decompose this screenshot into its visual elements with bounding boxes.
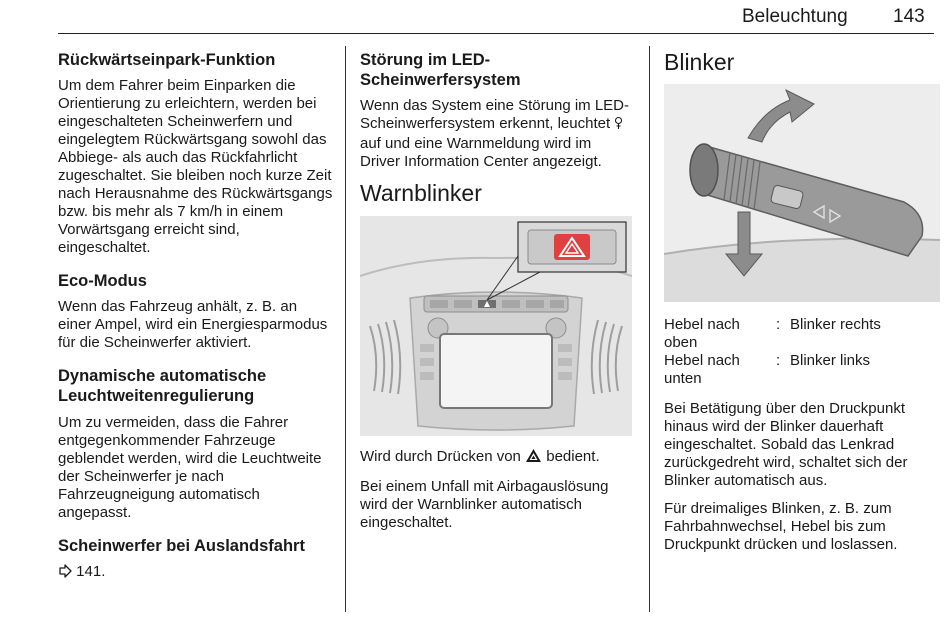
turn-signal-stalk-figure (664, 84, 940, 302)
hazard-airbag-note: Bei einem Unfall mit Airbagauslösung wird der Warnblinker automatisch eingeschaltet. (360, 477, 609, 531)
definition-separator: : (776, 352, 781, 370)
page-ref-number: 141. (76, 562, 106, 580)
column-divider-left (345, 46, 346, 612)
definition-separator: : (776, 316, 781, 334)
column-divider-right (649, 46, 650, 612)
lever-definitions (664, 316, 939, 388)
definition-value: Blinker links (790, 352, 871, 370)
section-heading-dynamic-leveling: Dynamische automatische Leuchtweitenregulierung (58, 367, 267, 406)
section-body-led-fault: Wenn das System eine Störung im LED-Scheinwerfersystem erkennt, leuchtet auf und eine Warnmeldung wird im Driver Information Center angezeigt. (360, 97, 630, 171)
running-header-section: Beleuchtung (742, 6, 848, 27)
definition-row (664, 316, 939, 352)
page-reference[interactable] (58, 563, 333, 583)
section-heading-driving-abroad: Scheinwerfer bei Auslandsfahrt (58, 536, 305, 555)
page-number: 143 (893, 6, 925, 27)
page-ref-arrow-icon (58, 564, 72, 583)
hazard-switch-figure (360, 216, 632, 436)
header-rule (58, 33, 934, 34)
definition-term: Hebel nach oben (664, 316, 740, 352)
section-heading-hazard: Warnblinker (360, 180, 482, 207)
section-heading-reverse-parking: Rückwärtseinpark-Funktion (58, 51, 276, 69)
section-heading-led-fault: Störung im LED-Scheinwerfersystem (360, 51, 521, 90)
turn-signal-paragraph-1: Bei Betätigung über den Druckpunkt hinaus wird der Blinker dauerhaft eingeschaltet. Sobald das Lenkrad zurückgedreht wird, schaltet sich der Blinker automatisch aus. (664, 400, 908, 490)
section-body-reverse-parking: Um dem Fahrer beim Einparken die Orientierung zu erleichtern, werden bei eingeschalteten Scheinwerfern und eingelegtem Rückwärtsgang sowohl das Abbiege- als auch das Rückfahrlicht zugeschaltet. Sie bleiben noch kurze Zeit nach Herausnahme des Rückwärtsgangs bzw. bis mehr als 7 km/h in einem Vorwärtsgang erreicht sind, eingeschaltet. (58, 77, 333, 257)
section-heading-eco-mode: Eco-Modus (58, 272, 147, 291)
section-body-dynamic-leveling: Um zu vermeiden, dass die Fahrer entgegenkommender Fahrzeuge geblendet werden, wird die Leuchtweite der Scheinwerfer je nach Fahrzeugneigung automatisch angepasst. (58, 413, 322, 521)
section-body-eco-mode: Wenn das Fahrzeug anhält, z. B. an einer Ampel, wird ein Energiesparmodus für die Scheinwerfer aktiviert. (58, 298, 328, 352)
definition-term: Hebel nach unten (664, 352, 740, 388)
section-heading-turn-signal: Blinker (664, 49, 735, 75)
column-3 (664, 50, 939, 564)
turn-signal-paragraph-2: Für dreimaliges Blinken, z. B. zum Fahrbahnwechsel, Hebel bis zum Druckpunkt drücken und loslassen. (664, 500, 898, 554)
column-1 (58, 50, 333, 597)
led-fault-icon (614, 116, 623, 135)
definition-value: Blinker rechts (790, 316, 881, 334)
hazard-press-instruction: Wird durch Drücken von bedient. (360, 448, 635, 468)
definition-row (664, 352, 939, 388)
column-2 (360, 50, 635, 542)
hazard-triangle-icon (525, 448, 542, 468)
